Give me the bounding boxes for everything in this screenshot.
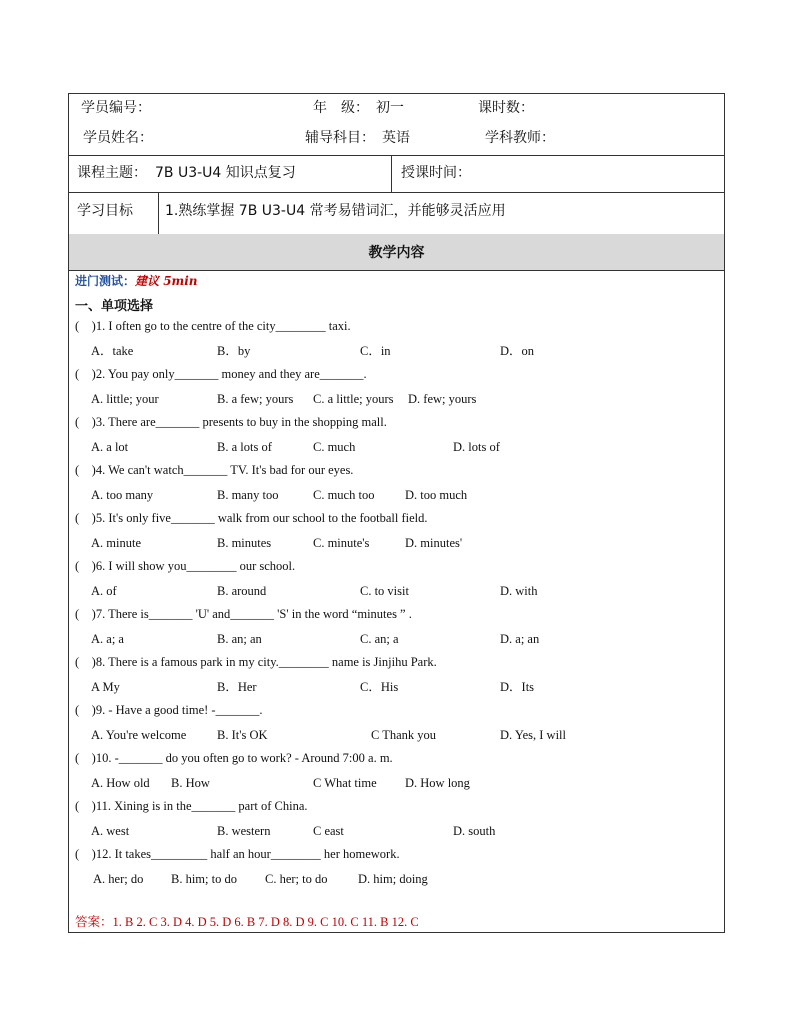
answer-values: 1. B 2. C 3. D 4. D 5. D 6. B 7. D 8. D 9. C 10. C 11. B 12. C (112, 915, 419, 929)
option-c: C．His (360, 680, 399, 694)
option-b: B. How (171, 776, 210, 790)
option-d: D. a; an (500, 632, 540, 646)
option-a: A. You're welcome (91, 728, 187, 742)
pretest-hint: 建议 5min (135, 274, 198, 288)
question-stem: ( )11. Xining is in the_______ part of China. (75, 799, 308, 813)
subject-label: 辅导科目： (305, 130, 375, 146)
question-options (75, 820, 715, 844)
option-d: D. lots of (453, 440, 500, 454)
section-title: 一、单项选择 (75, 299, 154, 314)
teaching-content-title: 教学内容 (368, 245, 425, 261)
option-a: A. too many (91, 488, 154, 502)
question-options (75, 532, 715, 556)
option-a: A. her; do (93, 872, 144, 886)
question-stem: ( )9. - Have a good time! -_______. (75, 703, 263, 717)
option-c: C Thank you (371, 728, 437, 742)
question-options (75, 436, 715, 460)
question-list (75, 316, 715, 892)
student-id-label: 学员编号： (81, 100, 151, 116)
option-d: D. south (453, 824, 496, 838)
option-b: B. minutes (217, 536, 272, 550)
option-c: C. much too (313, 488, 375, 502)
subject-value: 英语 (382, 130, 410, 146)
question-stem: ( )10. -_______ do you often go to work? - Around 7:00 a. m. (75, 751, 393, 765)
question-options (75, 484, 715, 508)
option-b: B. many too (217, 488, 279, 502)
goal-label: 学习目标 (77, 203, 133, 219)
option-b: B. a few; yours (217, 392, 294, 406)
option-b: B．by (217, 344, 251, 358)
question-options (75, 772, 715, 796)
lesson-sheet (68, 93, 725, 933)
option-a: A. minute (91, 536, 141, 550)
option-c: C. an; a (360, 632, 399, 646)
option-d: D. few; yours (408, 392, 477, 406)
time-label: 授课时间： (401, 165, 471, 181)
question-options (75, 388, 715, 412)
grade-label: 年 级： (313, 100, 369, 116)
question-stem: ( )2. You pay only_______ money and they are_______. (75, 367, 367, 381)
option-a: A. a; a (91, 632, 124, 646)
option-c: C east (313, 824, 344, 838)
option-c: C. much (313, 440, 356, 454)
question-stem: ( )1. I often go to the centre of the city________ taxi. (75, 319, 351, 333)
question-stem: ( )4. We can't watch_______ TV. It's bad for our eyes. (75, 463, 354, 477)
option-a: A. a lot (91, 440, 129, 454)
question-options (75, 580, 715, 604)
option-a: A. west (91, 824, 130, 838)
option-c: C. minute's (313, 536, 370, 550)
option-b: B．Her (217, 680, 257, 694)
question-stem: ( )6. I will show you________ our school. (75, 559, 296, 573)
question-stem: ( )8. There is a famous park in my city.________ name is Jinjihu Park. (75, 655, 437, 669)
question-options (75, 340, 715, 364)
option-c: C. her; to do (265, 872, 328, 886)
teacher-label: 学科教师： (485, 130, 555, 146)
goal-text: 1.熟练掌握 7B U3-U4 常考易错词汇，并能够灵活应用 (165, 203, 506, 219)
option-b: B. a lots of (217, 440, 272, 454)
option-d: D. him; doing (358, 872, 428, 886)
option-b: B. It's OK (217, 728, 268, 742)
question-options (75, 676, 715, 700)
option-c: C. a little; yours (313, 392, 394, 406)
option-c: C．in (360, 344, 391, 358)
pretest-label: 进门测试： (75, 274, 136, 288)
question-stem: ( )5. It's only five_______ walk from our school to the football field. (75, 511, 428, 525)
student-name-label: 学员姓名： (83, 130, 153, 146)
option-b: B. an; an (217, 632, 262, 646)
option-c: C What time (313, 776, 377, 790)
question-options (75, 724, 715, 748)
option-d: D. How long (405, 776, 470, 790)
option-d: D．on (500, 344, 535, 358)
option-b: B. him; to do (171, 872, 237, 886)
answer-key (75, 912, 419, 930)
option-a: A. How old (91, 776, 150, 790)
question-stem: ( )3. There are_______ presents to buy in the shopping mall. (75, 415, 387, 429)
answer-label: 答案： (75, 914, 113, 929)
topic-value: 7B U3-U4 知识点复习 (155, 165, 296, 181)
option-c: C. to visit (360, 584, 409, 598)
topic-label: 课程主题： (77, 165, 147, 181)
option-d: D. too much (405, 488, 468, 502)
option-a: A．take (91, 344, 134, 358)
question-options (75, 868, 715, 892)
pretest-heading (75, 272, 715, 289)
question-stem: ( )12. It takes_________ half an hour________ her homework. (75, 847, 400, 861)
option-d: D. Yes, I will (500, 728, 566, 742)
option-a: A. little; your (91, 392, 159, 406)
option-a: A My (91, 680, 120, 694)
question-stem: ( )7. There is_______ 'U' and_______ 'S' in the word “minutes ” . (75, 607, 412, 621)
option-b: B. western (217, 824, 271, 838)
option-b: B. around (217, 584, 267, 598)
exercise-content (75, 272, 715, 892)
option-a: A. of (91, 584, 117, 598)
option-d: D. minutes' (405, 536, 463, 550)
option-d: D. with (500, 584, 538, 598)
grade-value: 初一 (376, 100, 404, 116)
option-d: D．Its (500, 680, 535, 694)
hours-label: 课时数： (478, 100, 534, 116)
question-options (75, 628, 715, 652)
